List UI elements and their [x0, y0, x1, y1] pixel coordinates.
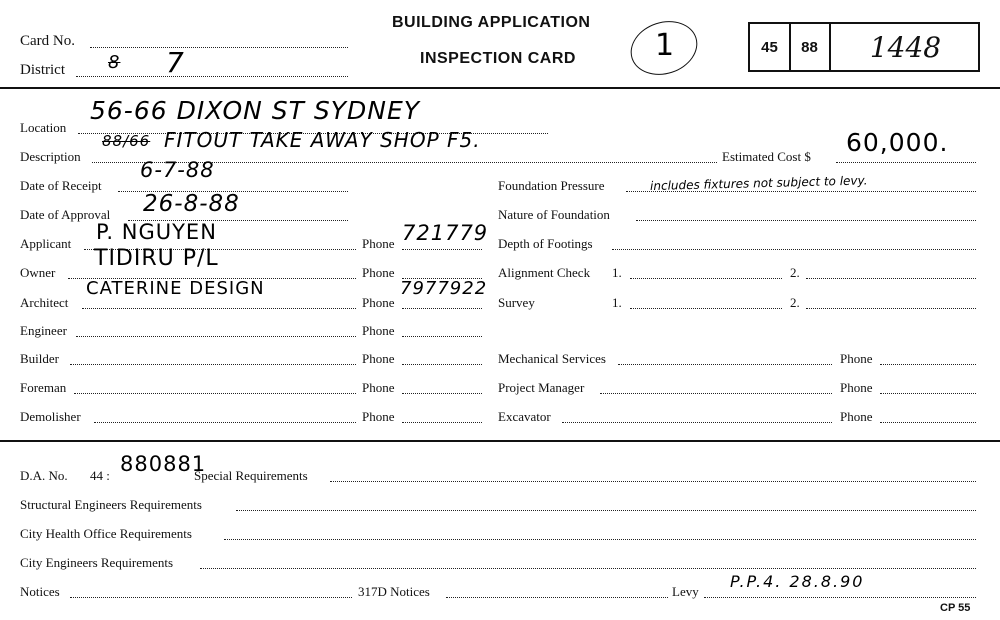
foreman-phone-line	[402, 393, 482, 394]
survey-line-2	[806, 308, 976, 309]
date-of-receipt-label: Date of Receipt	[20, 178, 102, 193]
estimated-cost-value: 60,000.	[846, 128, 949, 157]
excavator-line	[562, 422, 832, 423]
engineer-phone-label: Phone	[362, 323, 395, 338]
date-of-receipt-value: 6-7-88	[140, 158, 215, 182]
structural-requirements-label: Structural Engineers Requirements	[20, 497, 202, 512]
district-struck-value: 8	[108, 52, 121, 73]
architect-label: Architect	[20, 295, 69, 310]
date-of-approval-value: 26-8-88	[143, 191, 240, 217]
architect-phone-line	[402, 308, 482, 309]
title-line-1: BUILDING APPLICATION	[392, 14, 591, 31]
project-manager-line	[600, 393, 832, 394]
excavator-phone-line	[880, 422, 976, 423]
notices-label: Notices	[20, 584, 60, 599]
demolisher-phone-line	[402, 422, 482, 423]
estimated-cost-label: Estimated Cost $	[722, 149, 811, 164]
depth-of-footings-label: Depth of Footings	[498, 236, 593, 251]
requirements-divider	[0, 440, 1000, 442]
excavator-phone-label: Phone	[840, 409, 873, 424]
form-code: CP 55	[940, 602, 971, 614]
header-divider	[0, 87, 1000, 89]
da-no-prefix: 44 :	[90, 468, 110, 483]
location-value: 56-66 DIXON ST SYDNEY	[90, 96, 421, 125]
location-label: Location	[20, 120, 67, 135]
structural-requirements-line	[236, 510, 976, 511]
special-requirements-line	[330, 481, 976, 482]
notices-317d-label: 317D Notices	[358, 584, 430, 599]
survey-line-1	[630, 308, 782, 309]
architect-line	[82, 308, 356, 309]
demolisher-line	[94, 422, 356, 423]
nature-of-foundation-line	[636, 220, 976, 221]
architect-phone-label: Phone	[362, 295, 395, 310]
mechanical-services-line	[618, 364, 832, 365]
mechanical-phone-line	[880, 364, 976, 365]
builder-label: Builder	[20, 351, 59, 366]
levy-line	[704, 597, 976, 598]
da-no-value: 880881	[120, 452, 207, 476]
mechanical-phone-label: Phone	[840, 351, 873, 366]
alignment-check-item-1: 1.	[612, 265, 622, 280]
owner-value: TIDIRU P/L	[94, 246, 219, 271]
notices-317d-line	[446, 597, 668, 598]
estimated-cost-line	[836, 162, 976, 163]
reference-cell-1: 45	[761, 38, 778, 56]
alignment-check-line-1	[630, 278, 782, 279]
special-requirements-label: Special Requirements	[194, 468, 308, 483]
engineer-line	[76, 336, 356, 337]
applicant-value: P. NGUYEN	[96, 220, 217, 244]
district-line	[76, 76, 348, 77]
applicant-label: Applicant	[20, 236, 72, 251]
demolisher-label: Demolisher	[20, 409, 81, 424]
levy-value: P.P.4. 28.8.90	[730, 572, 865, 591]
applicant-phone-value: 721779	[402, 221, 489, 245]
card-no-line	[90, 47, 348, 48]
mechanical-services-label: Mechanical Services	[498, 351, 606, 366]
health-requirements-label: City Health Office Requirements	[20, 526, 192, 541]
nature-of-foundation-label: Nature of Foundation	[498, 207, 610, 222]
survey-item-1: 1.	[612, 295, 622, 310]
engineer-label: Engineer	[20, 323, 67, 338]
description-value: FITOUT TAKE AWAY SHOP F5.	[164, 128, 481, 152]
alignment-check-label: Alignment Check	[498, 265, 591, 280]
builder-phone-label: Phone	[362, 351, 395, 366]
reference-cell-2: 88	[789, 24, 828, 70]
foreman-label: Foreman	[20, 380, 67, 395]
alignment-check-item-2: 2.	[790, 265, 800, 280]
project-manager-phone-label: Phone	[840, 380, 873, 395]
circled-number-value: 1	[655, 28, 676, 63]
applicant-phone-line	[402, 249, 482, 250]
levy-label: Levy	[672, 584, 699, 599]
description-label: Description	[20, 149, 81, 164]
notices-line	[70, 597, 352, 598]
health-requirements-line	[224, 539, 976, 540]
architect-phone-value: 7977922	[400, 278, 488, 299]
district-value: 7	[166, 46, 185, 79]
description-struck-value: 88/66	[102, 132, 151, 150]
da-no-label: D.A. No.	[20, 468, 68, 483]
builder-phone-line	[402, 364, 482, 365]
owner-phone-label: Phone	[362, 265, 395, 280]
reference-cell-3: 1448	[829, 24, 980, 70]
foreman-line	[74, 393, 356, 394]
title-line-2: INSPECTION CARD	[420, 50, 576, 67]
district-label: District	[20, 62, 65, 78]
foundation-pressure-note: includes fixtures not subject to levy.	[649, 173, 868, 194]
engineer-phone-line	[402, 336, 482, 337]
city-engineers-requirements-label: City Engineers Requirements	[20, 555, 174, 570]
survey-label: Survey	[498, 295, 535, 310]
alignment-check-line-2	[806, 278, 976, 279]
builder-line	[70, 364, 356, 365]
depth-of-footings-line	[612, 249, 976, 250]
project-manager-phone-line	[880, 393, 976, 394]
date-of-approval-label: Date of Approval	[20, 207, 111, 222]
project-manager-label: Project Manager	[498, 380, 585, 395]
reference-box	[748, 22, 980, 72]
demolisher-phone-label: Phone	[362, 409, 395, 424]
architect-value: CATERINE DESIGN	[86, 278, 265, 299]
survey-item-2: 2.	[790, 295, 800, 310]
city-engineers-requirements-line	[200, 568, 976, 569]
owner-label: Owner	[20, 265, 56, 280]
excavator-label: Excavator	[498, 409, 551, 424]
card-no-label: Card No.	[20, 33, 75, 49]
foundation-pressure-label: Foundation Pressure	[498, 178, 605, 193]
foreman-phone-label: Phone	[362, 380, 395, 395]
applicant-phone-label: Phone	[362, 236, 395, 251]
